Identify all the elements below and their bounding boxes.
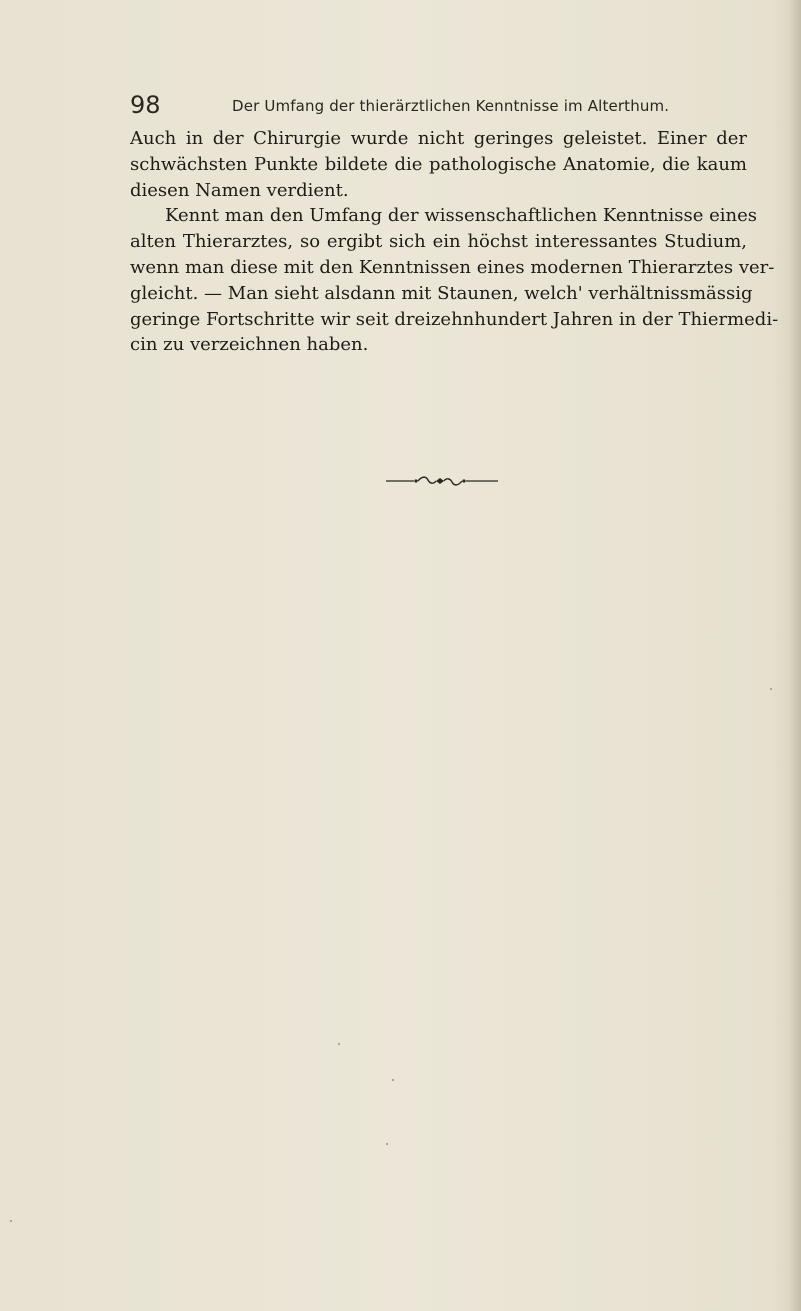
- paper-speck: [10, 1220, 12, 1222]
- running-head: Der Umfang der thierärztlichen Kenntnisse im Alterthum.: [232, 97, 670, 115]
- page-header: [130, 92, 750, 118]
- text-line: alten Thierarztes, so ergibt sich ein höchst interessantes Studium,: [130, 231, 747, 253]
- paper-speck: [392, 1079, 394, 1081]
- text-line: diesen Namen verdient.: [130, 179, 349, 201]
- text-line: cin zu verzeichnen haben.: [130, 334, 369, 356]
- paper-speck: [770, 688, 772, 690]
- text-line: Auch in der Chirurgie wurde nicht geringes geleistet. Einer der: [130, 128, 747, 149]
- paper-speck: [338, 1043, 340, 1045]
- text-line: geringe Fortschritte wir seit dreizehnhundert Jahren in der Thiermedi-: [130, 308, 779, 330]
- tailpiece-ornament-icon: [386, 474, 498, 488]
- paper-speck: [386, 1143, 388, 1145]
- body-paragraphs: [130, 126, 779, 358]
- text-line: schwächsten Punkte bildete die pathologische Anatomie, die kaum: [130, 153, 747, 175]
- text-line: wenn man diese mit den Kenntnissen eines modernen Thierarztes ver-: [130, 256, 775, 278]
- text-line: gleicht. — Man sieht alsdann mit Staunen, welch' verhältnissmässig: [130, 282, 753, 304]
- page-number: 98: [130, 91, 161, 119]
- page-edge-shadow: [789, 0, 801, 1311]
- text-line: Kennt man den Umfang der wissenschaftlichen Kenntnisse eines: [165, 205, 758, 227]
